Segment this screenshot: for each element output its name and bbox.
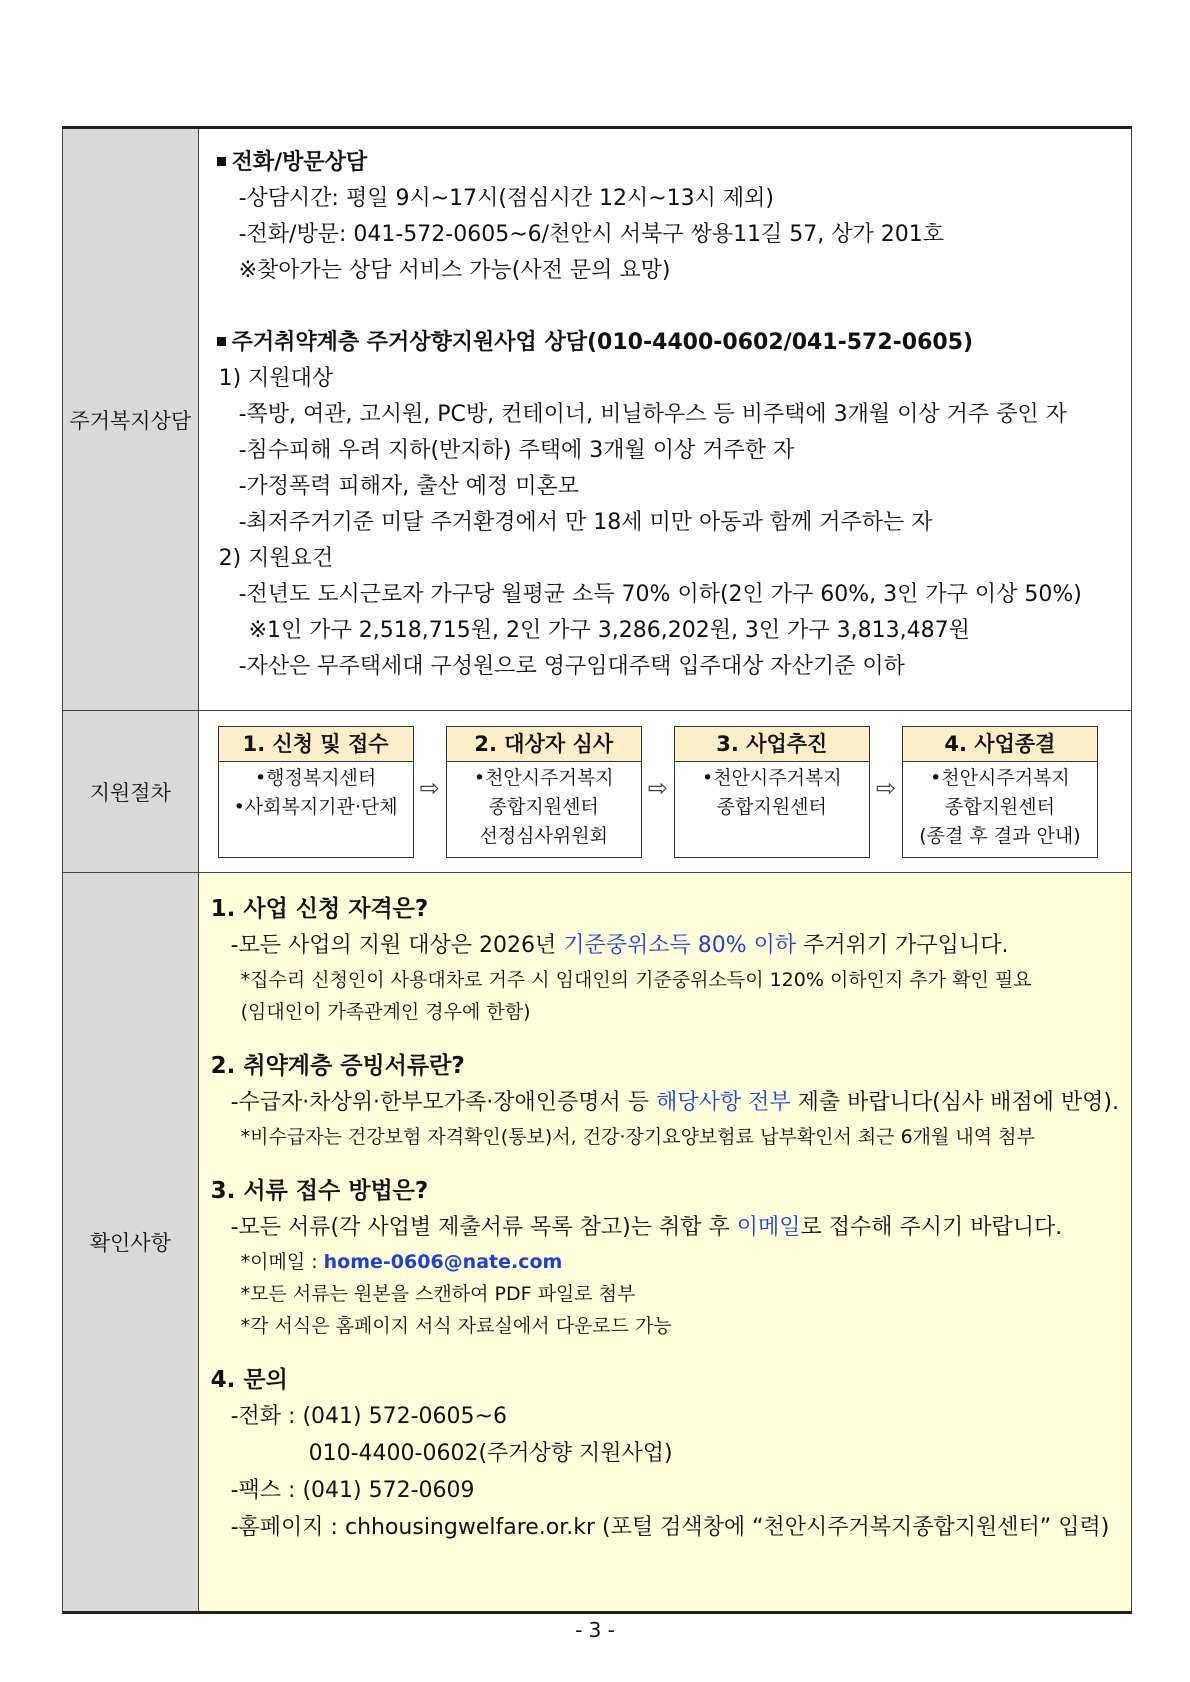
step-line: •천안시주거복지 bbox=[701, 767, 842, 789]
target-item: -최저주거기준 미달 주거환경에서 만 18세 미만 아동과 함께 거주하는 자 bbox=[238, 510, 933, 535]
consult-hours: -상담시간: 평일 9시~17시(점심시간 12시~13시 제외) bbox=[238, 186, 774, 211]
question-title: 3. 서류 접수 방법은? bbox=[210, 1178, 429, 1204]
target-item: -침수피해 우려 지하(반지하) 주택에 3개월 이상 거주한 자 bbox=[238, 438, 795, 463]
step-line: 종합지원센터 bbox=[488, 796, 599, 818]
confirm-header: 확인사항 bbox=[63, 873, 199, 1613]
step-box bbox=[218, 726, 414, 858]
answer-note: *각 서식은 홈페이지 서식 자료실에서 다운로드 가능 bbox=[240, 1315, 672, 1337]
target-heading: 1) 지원대상 bbox=[218, 366, 334, 391]
question-title: 2. 취약계층 증빙서류란? bbox=[210, 1053, 465, 1079]
square-bullet-icon bbox=[217, 157, 226, 166]
step-box bbox=[902, 726, 1098, 858]
procedure-steps bbox=[200, 712, 1130, 858]
target-item: -가정폭력 피해자, 출산 예정 미혼모 bbox=[238, 474, 580, 499]
info-table bbox=[62, 126, 1132, 1614]
step-line: •사회복지기관·단체 bbox=[233, 796, 398, 818]
answer-note: *집수리 신청인이 사용대차로 거주 시 임대인의 기준중위소득이 120% 이하인지 추가 확인 필요 bbox=[240, 969, 1032, 991]
requirement-income-note: ※1인 가구 2,518,715원, 2인 가구 3,286,202원, 3인 가구 3,813,487원 bbox=[248, 618, 970, 643]
email-link[interactable]: home-0606@nate.com bbox=[323, 1251, 563, 1273]
procedure-content bbox=[198, 711, 1131, 873]
section-title: 주거취약계층 주거상향지원사업 상담(010-4400-0602/041-572-0605) bbox=[213, 325, 1121, 361]
step-box bbox=[446, 726, 642, 858]
consult-content bbox=[198, 128, 1131, 711]
target-item: -쪽방, 여관, 고시원, PC방, 컨테이너, 비닐하우스 등 비주택에 3개월 이상 거주 중인 자 bbox=[238, 402, 1067, 427]
procedure-header: 지원절차 bbox=[63, 711, 199, 873]
contact-homepage: -홈페이지 : chhousingwelfare.or.kr (포털 검색창에 “천안시주거복지종합지원센터” 입력) bbox=[230, 1515, 1110, 1540]
answer-line: -수급자·차상위·한부모가족·장애인증명서 등 해당사항 전부 제출 바랍니다(심사 배점에 반영). bbox=[230, 1090, 1119, 1115]
step-title: 4. 사업종결 bbox=[903, 727, 1097, 762]
arrow-right-icon: ⇨ bbox=[419, 774, 440, 802]
procedure-row bbox=[63, 711, 1132, 873]
homepage-link[interactable]: chhousingwelfare.or.kr (포털 검색창에 “천안시주거복지종합지원센터” 입력) bbox=[344, 1515, 1110, 1540]
contact-phone: -전화 : (041) 572-0605~6 bbox=[230, 1404, 507, 1429]
step-title: 1. 신청 및 접수 bbox=[219, 727, 413, 762]
consult-row bbox=[63, 128, 1132, 711]
email-line: *이메일 : home-0606@nate.com bbox=[240, 1251, 563, 1273]
question-title: 1. 사업 신청 자격은? bbox=[210, 896, 429, 922]
step-title: 2. 대상자 심사 bbox=[447, 727, 641, 762]
step-line: 종합지원센터 bbox=[716, 796, 827, 818]
step-line: •천안시주거복지 bbox=[930, 767, 1070, 789]
step-line: 종합지원센터 bbox=[944, 796, 1055, 818]
step-box bbox=[674, 726, 870, 858]
answer-note: *모든 서류는 원본을 스캔하여 PDF 파일로 첨부 bbox=[240, 1283, 636, 1305]
requirement-asset: -자산은 무주택세대 구성원으로 영구임대주택 입주대상 자산기준 이하 bbox=[238, 654, 905, 679]
step-title: 3. 사업추진 bbox=[675, 727, 869, 762]
confirm-row bbox=[63, 873, 1132, 1613]
section-title: 전화/방문상담 bbox=[213, 145, 1121, 181]
confirm-content bbox=[198, 873, 1131, 1613]
contact-phone-2: 010-4400-0602(주거상향 지원사업) bbox=[308, 1441, 673, 1466]
page-number: - 3 - bbox=[575, 1618, 615, 1642]
step-line: (종결 후 결과 안내) bbox=[919, 825, 1081, 847]
answer-note: (임대인이 가족관계인 경우에 한함) bbox=[240, 1001, 531, 1023]
arrow-right-icon: ⇨ bbox=[875, 774, 896, 802]
step-line: 선정심사위원회 bbox=[479, 825, 608, 847]
consult-header: 주거복지상담 bbox=[63, 128, 199, 711]
answer-line: -모든 사업의 지원 대상은 2026년 기준중위소득 80% 이하 주거위기 가구입니다. bbox=[230, 933, 1009, 958]
step-line: •행정복지센터 bbox=[254, 767, 377, 789]
answer-line: -모든 서류(각 사업별 제출서류 목록 참고)는 취합 후 이메일로 접수해 주시기 바랍니다. bbox=[230, 1215, 1063, 1240]
answer-note: *비수급자는 건강보험 자격확인(통보)서, 건강·장기요양보험료 납부확인서 최근 6개월 내역 첨부 bbox=[240, 1126, 1035, 1148]
question-title: 4. 문의 bbox=[210, 1367, 288, 1393]
requirement-income: -전년도 도시근로자 가구당 월평균 소득 70% 이하(2인 가구 60%, 3인 가구 이상 50%) bbox=[238, 582, 1082, 607]
arrow-right-icon: ⇨ bbox=[647, 774, 668, 802]
requirement-heading: 2) 지원요건 bbox=[218, 546, 334, 571]
step-line: •천안시주거복지 bbox=[473, 767, 614, 789]
contact-fax: -팩스 : (041) 572-0609 bbox=[230, 1478, 475, 1503]
square-bullet-icon bbox=[217, 337, 226, 346]
consult-outreach: ※찾아가는 상담 서비스 가능(사전 문의 요망) bbox=[238, 258, 671, 283]
consult-phone-visit: -전화/방문: 041-572-0605~6/천안시 서북구 쌍용11길 57, 상가 201호 bbox=[238, 222, 945, 247]
